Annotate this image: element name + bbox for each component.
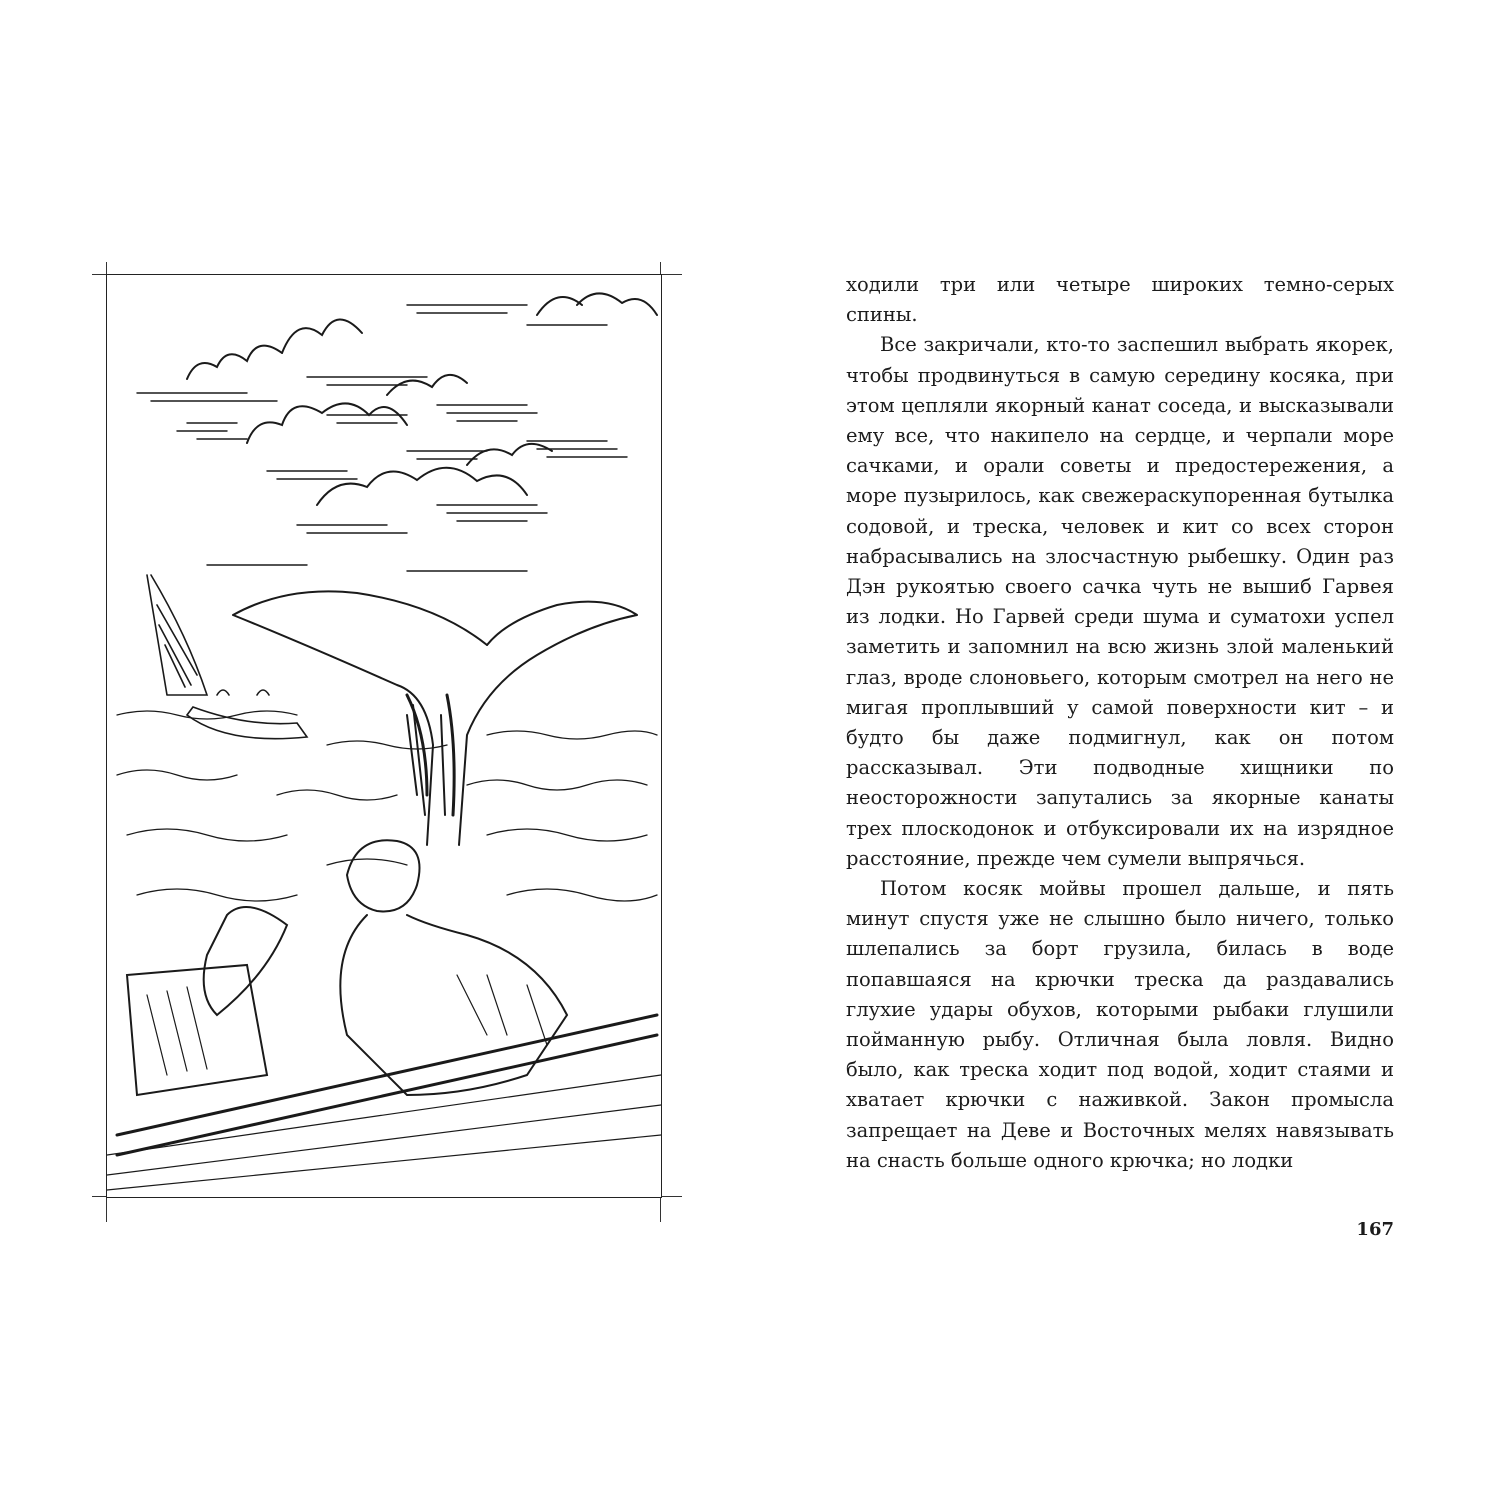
sea-waves [117, 711, 657, 901]
sky-hatching [137, 305, 627, 571]
paragraph: ходили три или четыре широких темно-серых спины. [846, 273, 1394, 327]
text-column [846, 270, 1394, 1176]
whale-tail-illustration [106, 274, 662, 1198]
whale-tail [233, 591, 637, 845]
paragraph: Потом косяк мойвы прошел дальше, и пять минут спустя уже не слышно было ничего, только шлепались за борт грузила, билась в воде попавшаяся на крючки треска да раздавались глухие удары обухов, которыми рыбаки глушили пойманную рыбу. Отличная была ловля. Видно было, как треска ходит под водой, ходит стаями и хватает крючки с наживкой. Закон промысла запрещает на Деве и Восточных мелях навязывать на снасть больше одного крючка; но лодки [846, 877, 1394, 1172]
boat-hatching [107, 975, 661, 1190]
page-number: 167 [1356, 1219, 1394, 1240]
rower-figure [117, 840, 657, 1155]
illustration-plate [92, 262, 682, 1222]
paragraph: Все закричали, кто-то заспешил выбрать якорек, чтобы продвинуться в самую середину косяка, при этом цепляли якорный канат соседа, и высказывали ему все, что накипело на сердце, и черпали море сачками, и орали советы и предостережения, а море пузырилось, как свежераскупоренная бутылка содовой, и треска, человек и кит со всех сторон набрасывались на злосчастную рыбешку. Один раз Дэн рукоятью своего сачка чуть не вышиб Гарвея из лодки. Но Гарвей среди шума и суматохи успел заметить и запомнил на всю жизнь злой маленький глаз, вроде слоновьего, которым смотрел на него не мигая проплывший у самой поверхности кит – и будто бы даже подмигнул, как он потом рассказывал. Эти подводные хищники по неосторожности запутались за якорные канаты трех плоскодонок и отбуксировали их на изрядное расстояние, прежде чем сумели выпрячься. [846, 333, 1394, 870]
